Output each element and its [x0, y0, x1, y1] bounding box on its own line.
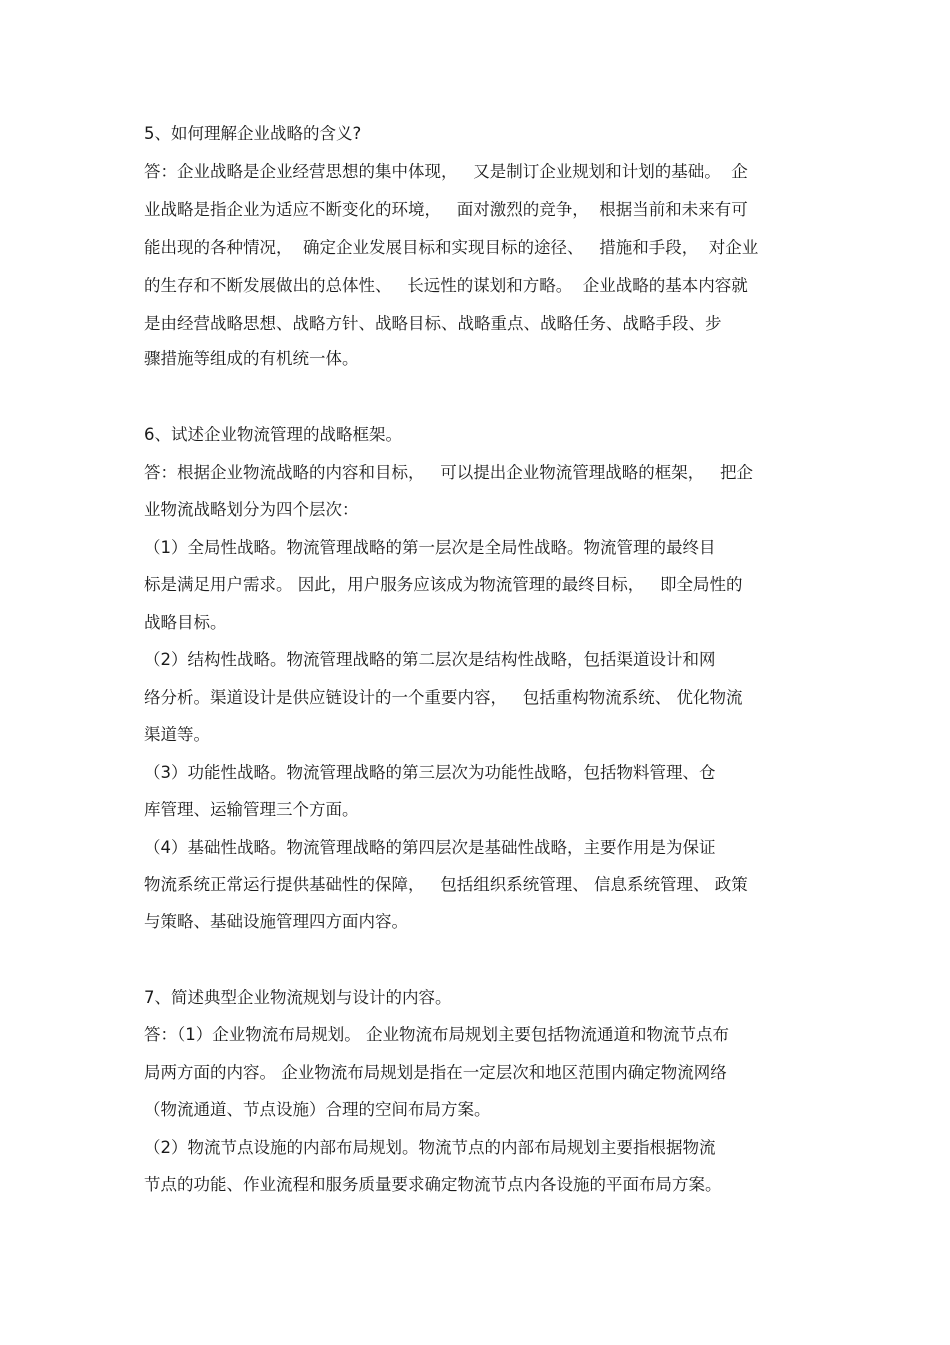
answer-5-line-5: 是由经营战略思想、战略方针、战略目标、战略重点、战略任务、战略手段、步 — [144, 314, 722, 333]
answer-6-line-9: （3）功能性战略。物流管理战略的第三层次为功能性战略，包括物料管理、仓 — [144, 763, 716, 782]
answer-7-line-5: 节点的功能、作业流程和服务质量要求确定物流节点内各设施的平面布局方案。 — [144, 1175, 722, 1194]
question-7-heading: 7、简述典型企业物流规划与设计的内容。 — [144, 988, 452, 1007]
answer-6-line-3: （1）全局性战略。物流管理战略的第一层次是全局性战略。物流管理的最终目 — [144, 538, 716, 557]
answer-6-line-7: 络分析。渠道设计是供应链设计的一个重要内容， 包括重构物流系统、 优化物流 — [144, 688, 743, 707]
answer-7-line-3: （物流通道、节点设施）合理的空间布局方案。 — [144, 1100, 491, 1119]
answer-5-line-1: 答：企业战略是企业经营思想的集中体现， 又是制订企业规划和计划的基础。 企 — [144, 162, 748, 181]
answer-6-line-8: 渠道等。 — [144, 725, 210, 744]
answer-6-line-10: 库管理、运输管理三个方面。 — [144, 800, 359, 819]
question-6-heading: 6、试述企业物流管理的战略框架。 — [144, 425, 402, 444]
answer-6-line-5: 战略目标。 — [144, 613, 227, 632]
answer-6-line-2: 业物流战略划分为四个层次： — [144, 500, 359, 519]
answer-7-line-4: （2）物流节点设施的内部布局规划。物流节点的内部布局规划主要指根据物流 — [144, 1138, 716, 1157]
answer-5-line-6: 骤措施等组成的有机统一体。 — [144, 349, 359, 368]
answer-5-line-3: 能出现的各种情况， 确定企业发展目标和实现目标的途径、 措施和手段， 对企业 — [144, 238, 759, 257]
answer-5-line-2: 业战略是指企业为适应不断变化的环境， 面对激烈的竞争， 根据当前和未来有可 — [144, 200, 748, 219]
answer-6-line-13: 与策略、基础设施管理四方面内容。 — [144, 912, 408, 931]
answer-6-line-1: 答：根据企业物流战略的内容和目标， 可以提出企业物流管理战略的框架， 把企 — [144, 463, 753, 482]
answer-7-line-2: 局两方面的内容。 企业物流布局规划是指在一定层次和地区范围内确定物流网络 — [144, 1063, 727, 1082]
answer-7-line-1: 答：（1）企业物流布局规划。 企业物流布局规划主要包括物流通道和物流节点布 — [144, 1025, 729, 1044]
answer-5-line-4: 的生存和不断发展做出的总体性、 长远性的谋划和方略。 企业战略的基本内容就 — [144, 276, 748, 295]
answer-6-line-6: （2）结构性战略。物流管理战略的第二层次是结构性战略，包括渠道设计和网 — [144, 650, 716, 669]
answer-6-line-4: 标是满足用户需求。 因此，用户服务应该成为物流管理的最终目标， 即全局性的 — [144, 575, 743, 594]
answer-6-line-12: 物流系统正常运行提供基础性的保障， 包括组织系统管理、 信息系统管理、 政策 — [144, 875, 748, 894]
question-5-heading: 5、如何理解企业战略的含义? — [144, 124, 362, 143]
answer-6-line-11: （4）基础性战略。物流管理战略的第四层次是基础性战略，主要作用是为保证 — [144, 838, 716, 857]
